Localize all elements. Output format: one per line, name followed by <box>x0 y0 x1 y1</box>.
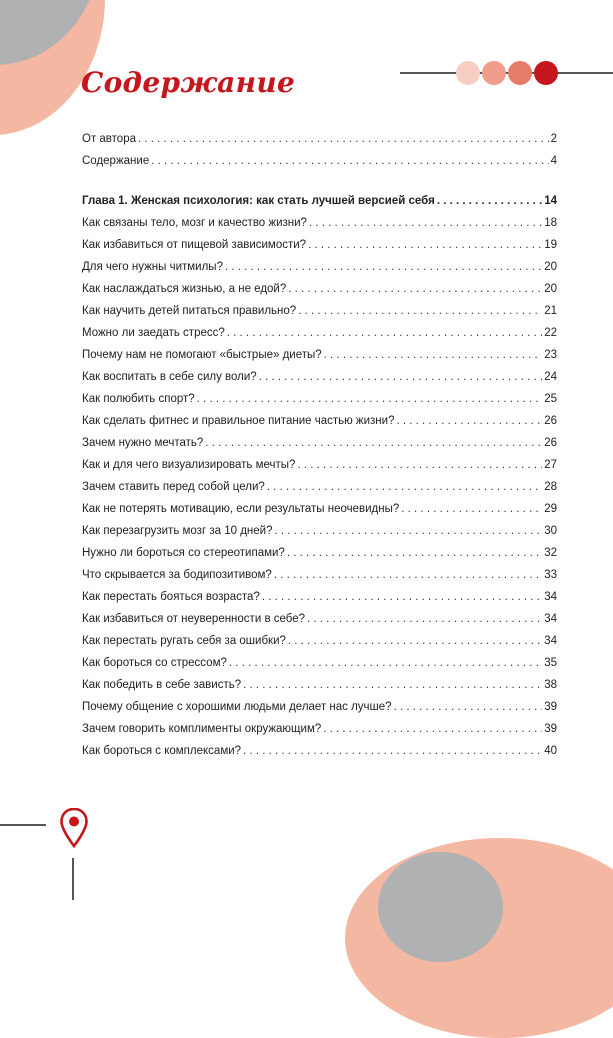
toc-entry-label: Зачем ставить перед собой цели? <box>82 481 265 493</box>
toc-dot-leader <box>243 740 542 762</box>
toc-entry[interactable] <box>82 454 557 476</box>
decor-dot-4 <box>534 61 558 85</box>
toc-entry[interactable] <box>82 542 557 564</box>
toc-page-number: 32 <box>544 547 557 559</box>
toc-entry[interactable] <box>82 388 557 410</box>
toc-dot-leader <box>401 498 542 520</box>
toc-entry-label: Как наслаждаться жизнью, а не едой? <box>82 283 287 295</box>
decor-circle-gray-bottom <box>378 852 503 962</box>
toc-page-number: 28 <box>544 481 557 493</box>
toc-entry-label: Что скрывается за бодипозитивом? <box>82 569 272 581</box>
toc-entry[interactable] <box>82 256 557 278</box>
toc-dot-leader <box>138 128 549 150</box>
toc-page-number: 14 <box>544 195 557 207</box>
toc-entry[interactable] <box>82 366 557 388</box>
toc-page-number: 20 <box>544 261 557 273</box>
toc-page-number: 38 <box>544 679 557 691</box>
toc-page-number: 18 <box>544 217 557 229</box>
toc-entry[interactable] <box>82 608 557 630</box>
toc-page-number: 34 <box>544 635 557 647</box>
toc-dot-leader <box>227 322 542 344</box>
toc-entry[interactable] <box>82 128 557 150</box>
toc-entry-label: Как не потерять мотивацию, если результаты неочевидны? <box>82 503 400 515</box>
toc-entry-label: Как воспитать в себе силу воли? <box>82 371 257 383</box>
toc-dot-leader <box>324 344 543 366</box>
toc-page-number: 19 <box>544 239 557 251</box>
toc-entry[interactable] <box>82 674 557 696</box>
toc-entry-label: Как научить детей питаться правильно? <box>82 305 297 317</box>
toc-page-number: 30 <box>544 525 557 537</box>
toc-page-number: 35 <box>544 657 557 669</box>
location-pin-icon <box>60 808 88 848</box>
toc-entry[interactable] <box>82 652 557 674</box>
toc-entry[interactable] <box>82 740 557 762</box>
toc-entry[interactable] <box>82 234 557 256</box>
toc-entry-label: Как связаны тело, мозг и качество жизни? <box>82 217 307 229</box>
toc-entry-label: Как перестать бояться возраста? <box>82 591 260 603</box>
toc-dot-leader <box>243 674 542 696</box>
toc-page-number: 39 <box>544 701 557 713</box>
toc-dot-leader <box>274 564 542 586</box>
toc-entry-label: От автора <box>82 133 136 145</box>
toc-entry[interactable] <box>82 432 557 454</box>
toc-entry-label: Почему общение с хорошими людьми делает нас лучше? <box>82 701 392 713</box>
toc-entry-label: Можно ли заедать стресс? <box>82 327 225 339</box>
toc-dot-leader <box>287 542 542 564</box>
toc-dot-leader <box>437 190 542 212</box>
toc-page-number: 34 <box>544 591 557 603</box>
toc-page-number: 33 <box>544 569 557 581</box>
toc-entry[interactable] <box>82 322 557 344</box>
toc-page-number: 26 <box>544 415 557 427</box>
toc-entry[interactable] <box>82 718 557 740</box>
page-title: Содержание <box>81 66 296 99</box>
toc-entry[interactable] <box>82 476 557 498</box>
toc-entry-label: Как победить в себе зависть? <box>82 679 242 691</box>
toc-page-number: 24 <box>544 371 557 383</box>
toc-entry[interactable] <box>82 498 557 520</box>
decor-line-bottom-h <box>0 824 46 826</box>
toc-entry[interactable] <box>82 630 557 652</box>
toc-page-number: 21 <box>544 305 557 317</box>
toc-entry[interactable] <box>82 300 557 322</box>
toc-dot-leader <box>151 150 548 172</box>
toc-page-number: 40 <box>544 745 557 757</box>
toc-dot-leader <box>274 520 542 542</box>
toc-entry-label: Как бороться с комплексами? <box>82 745 242 757</box>
toc-dot-leader <box>229 652 542 674</box>
toc-entry[interactable] <box>82 150 557 172</box>
toc-dot-leader <box>225 256 542 278</box>
decor-line-top <box>400 72 613 74</box>
toc-entry-label: Нужно ли бороться со стереотипами? <box>82 547 285 559</box>
toc-entry[interactable] <box>82 410 557 432</box>
toc-dot-leader <box>396 410 542 432</box>
toc-dot-leader <box>267 476 542 498</box>
toc-dot-leader <box>298 300 542 322</box>
toc-entry-label: Содержание <box>82 155 150 167</box>
toc-page-number: 4 <box>550 155 557 167</box>
toc-entry-label: Для чего нужны читмилы? <box>82 261 223 273</box>
toc-dot-leader <box>197 388 543 410</box>
toc-page-number: 20 <box>544 283 557 295</box>
decor-line-bottom-v <box>72 858 74 900</box>
toc-dot-leader <box>262 586 542 608</box>
toc-dot-leader <box>307 608 542 630</box>
table-of-contents <box>82 128 557 762</box>
toc-entry-label: Как сделать фитнес и правильное питание частью жизни? <box>82 415 395 427</box>
decor-dot-1 <box>456 61 480 85</box>
toc-entry-label: Как избавиться от неуверенности в себе? <box>82 613 306 625</box>
toc-dot-leader <box>308 234 542 256</box>
toc-entry-label: Как полюбить спорт? <box>82 393 195 405</box>
decor-dot-3 <box>508 61 532 85</box>
toc-page-number: 26 <box>544 437 557 449</box>
toc-page-number: 23 <box>544 349 557 361</box>
toc-dot-leader <box>323 718 542 740</box>
toc-entry-label: Как перезагрузить мозг за 10 дней? <box>82 525 273 537</box>
toc-entry-label: Как перестать ругать себя за ошибки? <box>82 635 286 647</box>
toc-dot-leader <box>288 278 542 300</box>
toc-entry[interactable] <box>82 586 557 608</box>
toc-entry-label: Зачем говорить комплименты окружающим? <box>82 723 322 735</box>
toc-entry[interactable] <box>82 696 557 718</box>
toc-page-number: 25 <box>544 393 557 405</box>
toc-page-number: 34 <box>544 613 557 625</box>
toc-entry[interactable] <box>82 278 557 300</box>
toc-page-number: 22 <box>544 327 557 339</box>
toc-page-number: 39 <box>544 723 557 735</box>
toc-page-number: 2 <box>550 133 557 145</box>
toc-dot-leader <box>297 454 542 476</box>
toc-entry-label: Почему нам не помогают «быстрые» диеты? <box>82 349 322 361</box>
toc-entry[interactable] <box>82 520 557 542</box>
toc-dot-leader <box>394 696 543 718</box>
toc-entry[interactable] <box>82 564 557 586</box>
toc-entry[interactable] <box>82 344 557 366</box>
toc-entry-label: Глава 1. Женская психология: как стать лучшей версией себя <box>82 195 435 207</box>
toc-dot-leader <box>309 212 542 234</box>
toc-entry[interactable] <box>82 212 557 234</box>
toc-entry-label: Как избавиться от пищевой зависимости? <box>82 239 307 251</box>
toc-entry-label: Как бороться со стрессом? <box>82 657 227 669</box>
toc-dot-leader <box>205 432 542 454</box>
decor-dot-2 <box>482 61 506 85</box>
toc-spacer <box>82 172 557 190</box>
toc-entry-label: Зачем нужно мечтать? <box>82 437 204 449</box>
toc-dot-leader <box>288 630 542 652</box>
toc-page-number: 29 <box>544 503 557 515</box>
toc-chapter[interactable] <box>82 190 557 212</box>
toc-page-number: 27 <box>544 459 557 471</box>
toc-dot-leader <box>259 366 543 388</box>
toc-entry-label: Как и для чего визуализировать мечты? <box>82 459 296 471</box>
